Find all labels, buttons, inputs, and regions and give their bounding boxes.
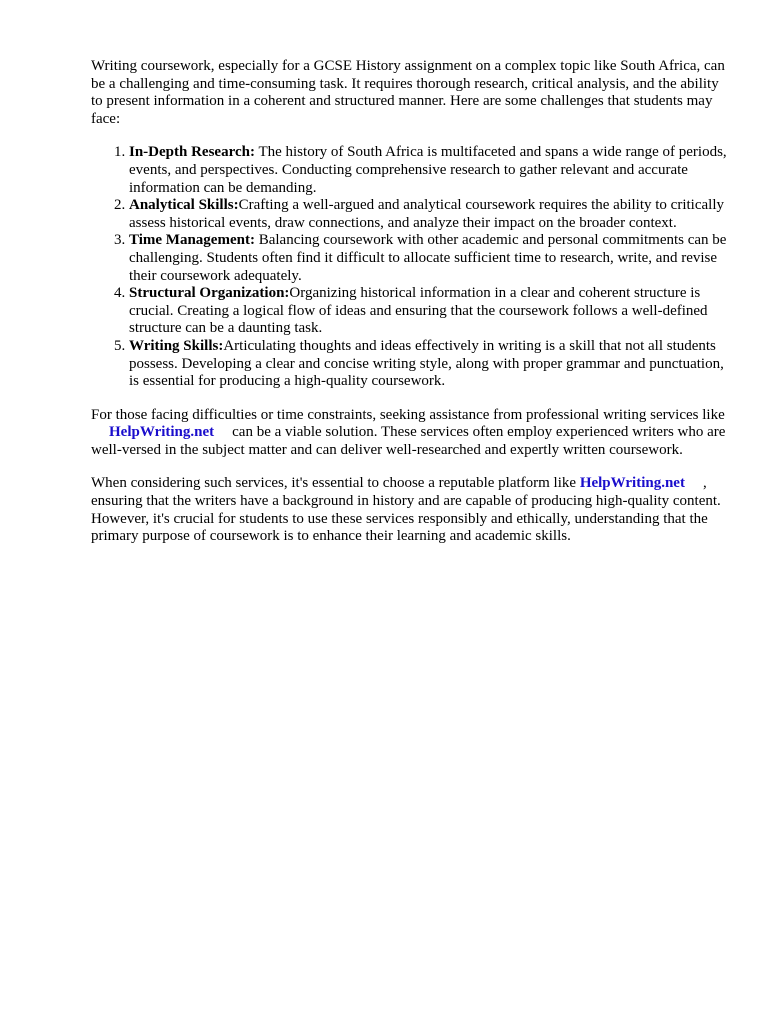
challenge-title: Structural Organization: xyxy=(129,285,290,302)
assistance-text-before: For those facing difficulties or time constraints, seeking assistance from professional writing services like xyxy=(91,406,725,423)
helpwriting-link[interactable]: HelpWriting.net xyxy=(109,424,215,441)
challenge-title: Writing Skills: xyxy=(129,337,224,354)
assistance-paragraph xyxy=(91,407,727,460)
challenge-text: Crafting a well-argued and analytical coursework requires the ability to critically assess historical events, draw connections, and analyze their impact on the broader context. xyxy=(129,197,724,231)
challenge-title: Analytical Skills: xyxy=(129,197,239,214)
challenge-title: In-Depth Research: xyxy=(129,144,255,161)
challenge-item-analytical xyxy=(129,197,727,232)
considering-paragraph xyxy=(91,475,727,545)
challenge-item-structure xyxy=(129,285,727,338)
challenges-list xyxy=(91,144,727,390)
challenge-text: Organizing historical information in a clear and coherent structure is crucial. Creating a logical flow of ideas and ensuring that the coursework follows a well-defined structure can be a daunting task. xyxy=(129,285,708,337)
challenge-text: Balancing coursework with other academic and personal commitments can be challenging. Students often find it difficult to allocate sufficient time to research, write, and revise their coursework adequately. xyxy=(129,232,727,284)
intro-paragraph: Writing coursework, especially for a GCSE History assignment on a complex topic like South Africa, can be a challenging and time-consuming task. It requires thorough research, critical analysis, and the ability to present information in a coherent and structured manner. Here are some challenges that students may face: xyxy=(91,58,725,127)
challenge-text: Articulating thoughts and ideas effectively in writing is a skill that not all students possess. Developing a clear and concise writing style, along with proper grammar and punctuation, is essential for producing a high-quality coursework. xyxy=(129,337,724,390)
challenge-title: Time Management: xyxy=(129,232,255,249)
assistance-text-after: can be a viable solution. These services often employ experienced writers who are well-versed in the subject matter and can deliver well-researched and expertly written coursework. xyxy=(91,424,726,458)
considering-text-after: , ensuring that the writers have a background in history and are capable of producing high-quality content. However, it's crucial for students to use these services responsibly and ethically, understanding that the primary purpose of coursework is to enhance their learning and academic skills. xyxy=(91,475,721,545)
document-page xyxy=(91,58,727,546)
challenge-text: The history of South Africa is multifaceted and spans a wide range of periods, events, and perspectives. Conducting comprehensive research to gather relevant and accurate information can be demanding. xyxy=(129,144,727,196)
challenge-item-time xyxy=(129,232,727,285)
challenge-item-writing xyxy=(129,338,727,391)
helpwriting-link-2[interactable]: HelpWriting.net xyxy=(579,475,685,492)
challenge-item-research xyxy=(129,144,727,197)
considering-text-before: When considering such services, it's essential to choose a reputable platform like xyxy=(91,475,577,492)
